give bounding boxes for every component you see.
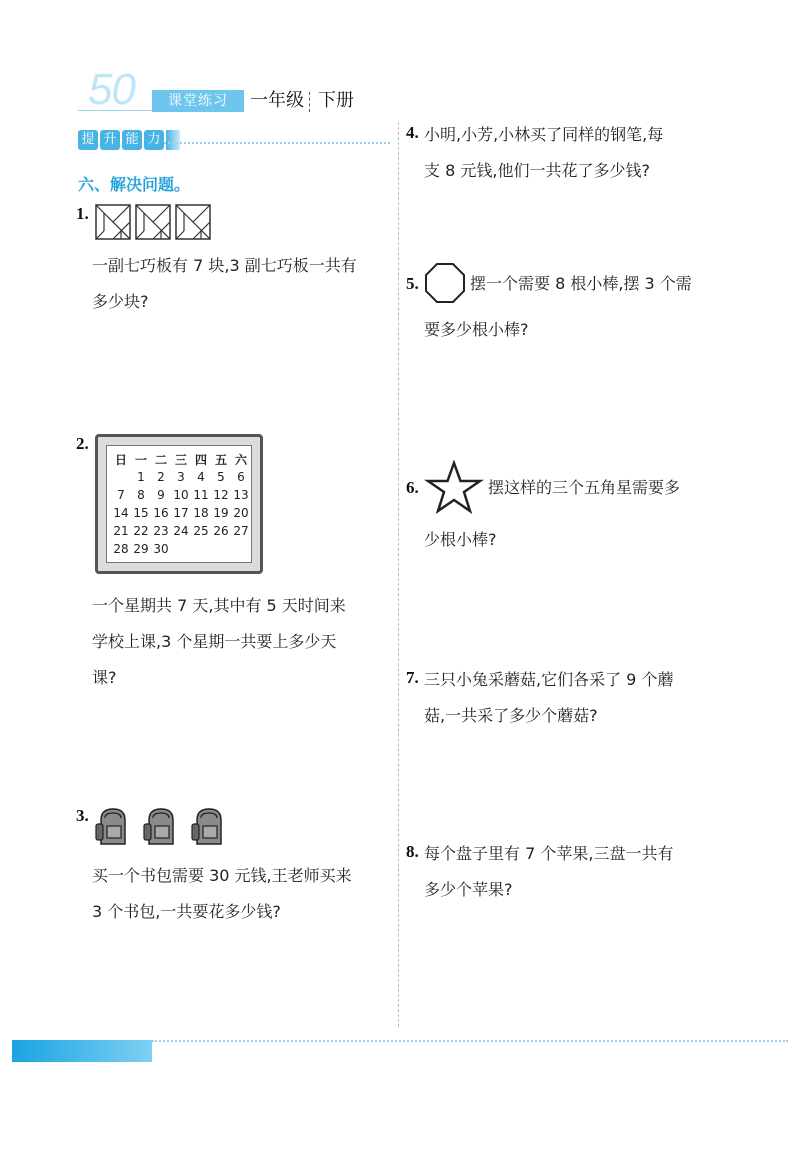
calendar-day: 10 [173, 488, 189, 502]
question-7-line: 三只小兔采蘑菇,它们各采了 9 个蘑 [424, 670, 674, 689]
calendar-day: 22 [133, 524, 149, 538]
question-3-line: 3 个书包,一共要花多少钱? [92, 902, 281, 921]
calendar-day [111, 468, 131, 486]
page-number: 50 [88, 65, 135, 114]
calendar-weekday-row [111, 450, 251, 468]
calendar-day: 7 [117, 488, 125, 502]
tangram-icon [95, 204, 211, 240]
section-tag-char: 升 [100, 130, 120, 150]
backpack-icon [189, 806, 229, 846]
calendar-day: 6 [237, 470, 245, 484]
tangram-piece-icon [175, 204, 211, 240]
question-5-line-2: 要多少根小棒? [424, 320, 529, 339]
calendar-board [106, 445, 252, 563]
calendar-day: 27 [233, 524, 249, 538]
calendar-icon [95, 434, 263, 574]
calendar-day: 20 [233, 506, 249, 520]
course-tag: 课堂练习 [152, 90, 244, 112]
calendar-weekday: 五 [214, 452, 227, 467]
section-tag-char: 力 [144, 130, 164, 150]
calendar-week-row [111, 522, 251, 540]
section-tag [78, 130, 180, 152]
term-label: 下册 [318, 90, 354, 111]
calendar-day: 2 [157, 470, 165, 484]
question-2-number: 2. [76, 434, 89, 453]
calendar-day [211, 540, 231, 558]
calendar-day: 1 [137, 470, 145, 484]
question-1-line: 多少块? [92, 292, 149, 311]
calendar-week-row [111, 468, 251, 486]
calendar-weekday: 三 [174, 452, 187, 467]
calendar-day: 12 [213, 488, 229, 502]
question-1-text [92, 248, 357, 320]
calendar-table [111, 450, 251, 558]
calendar-day: 21 [113, 524, 129, 538]
question-3-line: 买一个书包需要 30 元钱,王老师买来 [92, 866, 352, 885]
calendar-weekday: 二 [154, 452, 167, 467]
tangram-piece-icon [135, 204, 171, 240]
calendar-week-row [111, 486, 251, 504]
calendar-day: 16 [153, 506, 169, 520]
section-title: 六、解决问题。 [78, 175, 191, 194]
question-2-line: 课? [92, 668, 117, 687]
calendar-day: 19 [213, 506, 229, 520]
question-4-text [424, 117, 663, 189]
question-2-text [92, 588, 346, 696]
octagon-icon [424, 262, 466, 304]
question-5-number: 5. [406, 274, 419, 293]
footer-dotted-rule [152, 1040, 788, 1042]
question-5-line-1: 摆一个需要 8 根小棒,摆 3 个需 [470, 274, 692, 293]
calendar-day: 13 [233, 488, 249, 502]
calendar-day: 11 [193, 488, 209, 502]
question-6-line-1: 摆这样的三个五角星需要多 [488, 478, 681, 497]
grade-label: 一年级 [250, 90, 304, 111]
calendar-day: 24 [173, 524, 189, 538]
calendar-day: 5 [217, 470, 225, 484]
question-4-line: 小明,小芳,小林买了同样的钢笔,每 [424, 125, 664, 144]
question-3-number: 3. [76, 806, 89, 825]
backpack-icon [93, 806, 133, 846]
backpack-icon [141, 806, 181, 846]
question-3-text [92, 858, 352, 930]
calendar-weekday: 六 [234, 452, 247, 467]
calendar-weekday: 四 [194, 452, 207, 467]
calendar-day: 4 [197, 470, 205, 484]
calendar-weekday: 一 [134, 452, 147, 467]
question-8-text [424, 836, 673, 908]
calendar-day [171, 540, 191, 558]
calendar-day: 14 [113, 506, 129, 520]
tangram-piece-icon [95, 204, 131, 240]
calendar-day: 30 [153, 542, 169, 556]
calendar-day: 23 [153, 524, 169, 538]
calendar-day: 18 [193, 506, 209, 520]
question-1-line: 一副七巧板有 7 块,3 副七巧板一共有 [92, 256, 357, 275]
question-7-text [424, 662, 673, 734]
calendar-day: 15 [133, 506, 149, 520]
calendar-week-row [111, 540, 251, 558]
calendar-day: 8 [137, 488, 145, 502]
calendar-day [231, 540, 251, 558]
question-7-number: 7. [406, 668, 419, 687]
question-8-line: 多少个苹果? [424, 880, 513, 899]
calendar-day: 29 [133, 542, 149, 556]
question-2-line: 一个星期共 7 天,其中有 5 天时间来 [92, 596, 346, 615]
question-4-number: 4. [406, 123, 419, 142]
calendar-weekday: 日 [114, 452, 127, 467]
calendar-week-row [111, 504, 251, 522]
calendar-day: 25 [193, 524, 209, 538]
calendar-day: 26 [213, 524, 229, 538]
section-tag-char: 能 [122, 130, 142, 150]
question-2-line: 学校上课,3 个星期一共要上多少天 [92, 632, 337, 651]
calendar-day: 28 [113, 542, 129, 556]
schoolbag-icon [93, 806, 229, 846]
footer-bar [12, 1040, 152, 1062]
question-1-number: 1. [76, 204, 89, 223]
calendar-day [191, 540, 211, 558]
calendar-day: 9 [157, 488, 165, 502]
question-7-line: 菇,一共采了多少个蘑菇? [424, 706, 598, 725]
calendar-day: 17 [173, 506, 189, 520]
section-tag-tail [166, 130, 180, 150]
question-8-number: 8. [406, 842, 419, 861]
star-icon [424, 460, 484, 514]
question-4-line: 支 8 元钱,他们一共花了多少钱? [424, 161, 650, 180]
question-8-line: 每个盘子里有 7 个苹果,三盘一共有 [424, 844, 674, 863]
question-6-line-2: 少根小棒? [424, 530, 497, 549]
calendar-day: 3 [177, 470, 185, 484]
column-divider [398, 122, 399, 1027]
section-tag-char: 提 [78, 130, 98, 150]
question-6-number: 6. [406, 478, 419, 497]
section-dotted-rule [164, 142, 390, 144]
grade-separator [309, 92, 310, 112]
